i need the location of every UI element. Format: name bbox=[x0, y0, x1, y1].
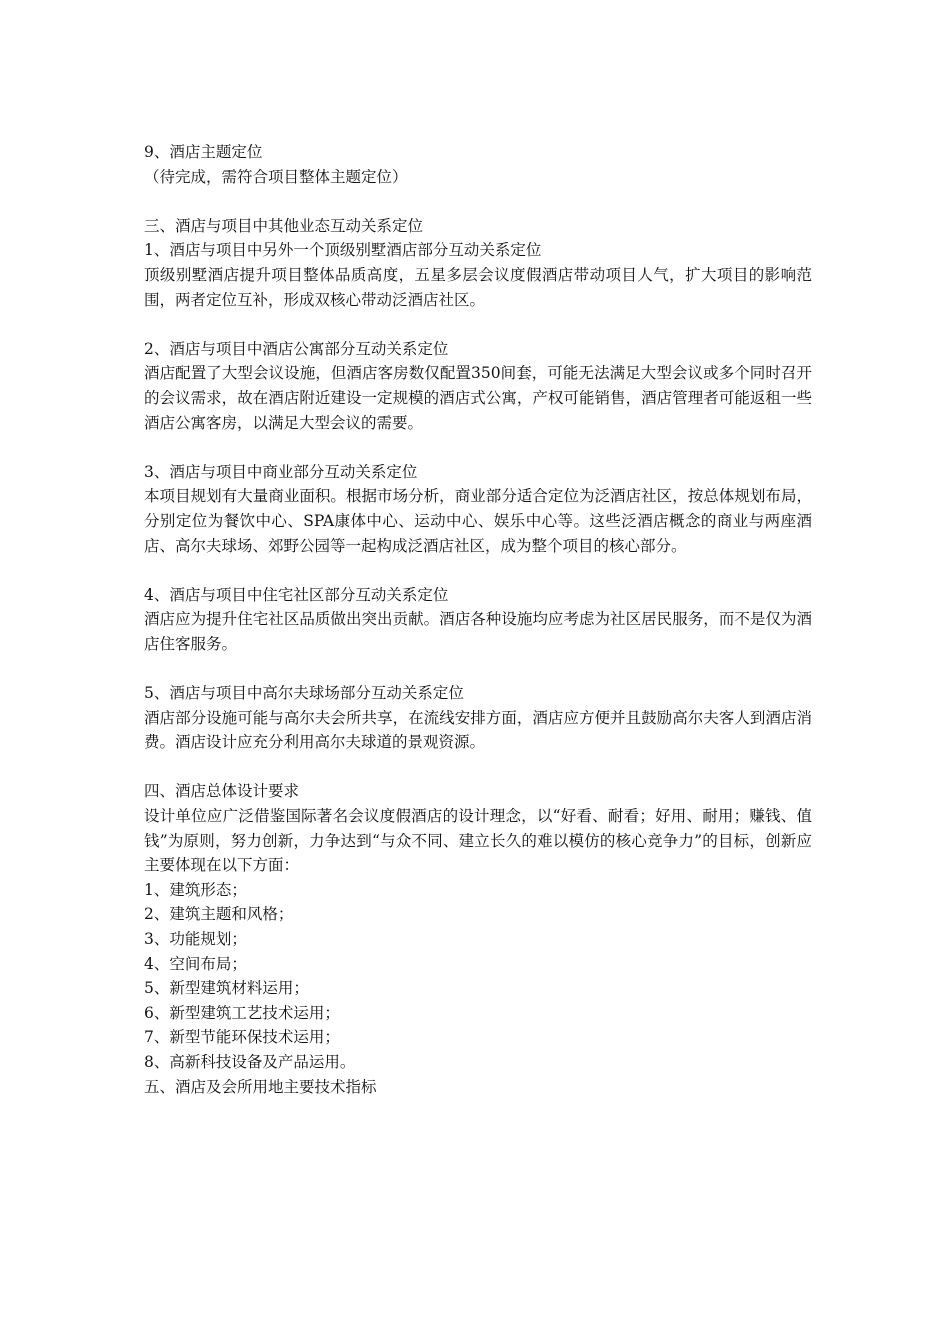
list-item: 4、空间布局； bbox=[144, 954, 247, 973]
list-item: 6、新型建筑工艺技术运用； bbox=[144, 1003, 340, 1022]
section-heading-design-requirements: 四、酒店总体设计要求 bbox=[144, 782, 300, 801]
paragraph-golf: 酒店部分设施可能与高尔夫会所共享，在流线安排方面，酒店应方便并且鼓励高尔夫客人到酒店消费。酒店设计应充分利用高尔夫球道的景观资源。 bbox=[144, 708, 812, 752]
subsection-heading-apartment: 2、酒店与项目中酒店公寓部分互动关系定位 bbox=[144, 339, 449, 358]
spacer bbox=[144, 189, 812, 214]
spacer bbox=[144, 312, 812, 337]
paragraph-commercial: 本项目规划有大量商业面积。根据市场分析，商业部分适合定位为泛酒店社区，按总体规划布局，分别定位为餐饮中心、SPA康体中心、运动中心、娱乐中心等。这些泛酒店概念的商业与两座酒店、高尔夫球场、郊野公园等一起构成泛酒店社区，成为整个项目的核心部分。 bbox=[144, 487, 812, 555]
paragraph-villa-hotel: 顶级别墅酒店提升项目整体品质高度，五星多层会议度假酒店带动项目人气，扩大项目的影响范围，两者定位互补，形成双核心带动泛酒店社区。 bbox=[144, 265, 812, 309]
paragraph-residential: 酒店应为提升住宅社区品质做出突出贡献。酒店各种设施均应考虑为社区居民服务，而不是仅为酒店住客服务。 bbox=[144, 610, 812, 653]
section-heading-hotel-theme: 9、酒店主题定位 bbox=[144, 143, 263, 161]
list-item: 2、建筑主题和风格； bbox=[144, 905, 294, 924]
list-item: 8、高新科技设备及产品运用。 bbox=[144, 1052, 356, 1071]
subsection-heading-golf: 5、酒店与项目中高尔夫球场部分互动关系定位 bbox=[144, 684, 464, 703]
subsection-heading-residential: 4、酒店与项目中住宅社区部分互动关系定位 bbox=[144, 585, 449, 604]
paragraph-apartment: 酒店配置了大型会议设施，但酒店客房数仅配置350间套，可能无法满足大型会议或多个同时召开的会议需求，故在酒店附近建设一定规模的酒店式公寓，产权可能销售，酒店管理者可能返租一些酒店公寓客房，以满足大型会议的需要。 bbox=[144, 364, 812, 432]
spacer bbox=[144, 558, 812, 583]
list-item: 5、新型建筑材料运用； bbox=[144, 979, 309, 998]
hotel-theme-note: （待完成，需符合项目整体主题定位） bbox=[144, 167, 408, 186]
spacer bbox=[144, 656, 812, 681]
spacer bbox=[144, 435, 812, 460]
section-heading-land-indicators: 五、酒店及会所用地主要技术指标 bbox=[144, 1077, 377, 1096]
subsection-heading-villa-hotel: 1、酒店与项目中另外一个顶级别墅酒店部分互动关系定位 bbox=[144, 241, 542, 260]
paragraph-design-requirements: 设计单位应广泛借鉴国际著名会议度假酒店的设计理念，以“好看、耐看；好用、耐用；赚钱、值钱”为原则，努力创新，力争达到“与众不同、建立长久的难以模仿的核心竞争力”的目标，创新应主要体现在以下方面： bbox=[144, 807, 812, 875]
section-heading-interaction: 三、酒店与项目中其他业态互动关系定位 bbox=[144, 216, 424, 235]
list-item: 3、功能规划； bbox=[144, 930, 247, 948]
document-body bbox=[144, 140, 812, 1099]
list-item: 1、建筑形态； bbox=[144, 880, 247, 899]
spacer bbox=[144, 755, 812, 780]
list-item: 7、新型节能环保技术运用； bbox=[144, 1028, 340, 1047]
subsection-heading-commercial: 3、酒店与项目中商业部分互动关系定位 bbox=[144, 462, 418, 481]
